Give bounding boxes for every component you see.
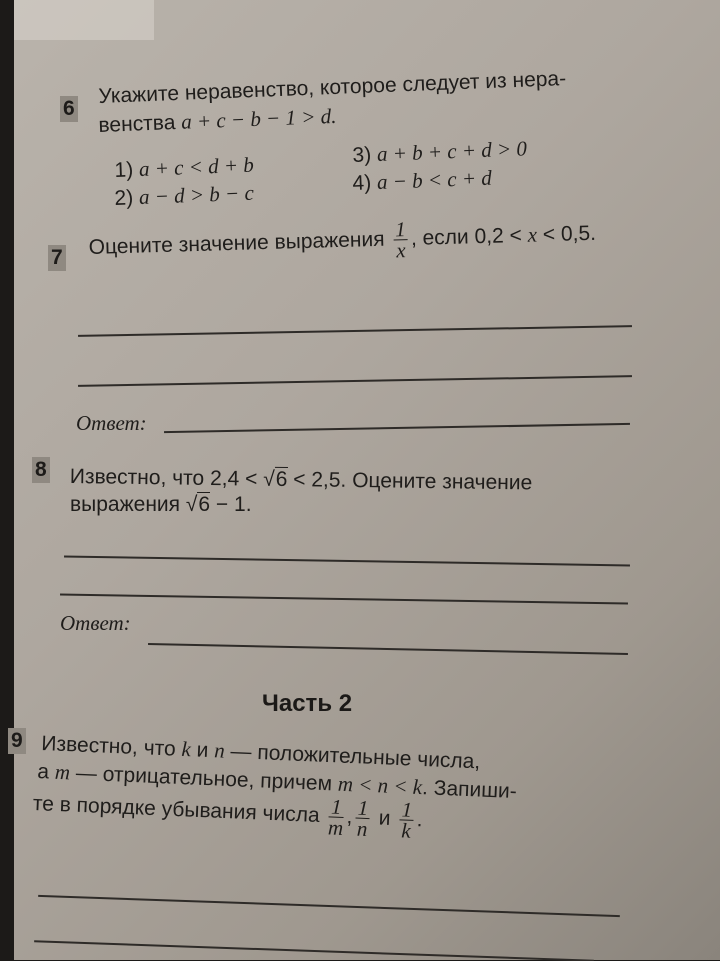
inequality-expression: a + c − b − 1 > d. bbox=[180, 103, 337, 134]
task-text-line: выражения √6 − 1. bbox=[70, 493, 252, 516]
option-2: 2) a − d > b − c bbox=[114, 180, 255, 210]
sqrt-symbol: √ bbox=[185, 493, 198, 516]
task-text-line: Известно, что k и n — положительные числа, bbox=[40, 731, 481, 774]
fraction-1-over-k: $\frac{1}{k}$ bbox=[400, 797, 413, 843]
workbook-page bbox=[11, 0, 720, 960]
task-number: 6 bbox=[60, 96, 78, 122]
fraction-1-over-x: $\frac{1}{x}$ bbox=[394, 217, 406, 263]
task-text-line: Оцените значение выражения $\frac{1}{x}$ , если 0,2 < x < 0,5. bbox=[88, 217, 597, 263]
answer-line bbox=[60, 594, 628, 604]
sqrt-symbol: √ bbox=[263, 467, 275, 491]
option-1: 1) a + c < d + b bbox=[114, 152, 255, 182]
fraction-1-over-m: $\frac{1}{m}$ bbox=[327, 794, 344, 840]
task-number: 9 bbox=[8, 728, 26, 754]
task-text-line: Известно, что 2,4 < √6 < 2,5. Оцените значение bbox=[69, 464, 533, 495]
answer-line bbox=[78, 325, 632, 336]
answer-field-line[interactable] bbox=[164, 423, 630, 433]
task-number: 7 bbox=[48, 245, 66, 271]
task-text-line: а m — отрицательное, причем m < n < k. Запиши- bbox=[36, 759, 518, 804]
option-3: 3) a + b + c + d > 0 bbox=[352, 136, 528, 167]
part-2-heading: Часть 2 bbox=[262, 690, 353, 717]
task-number: 8 bbox=[32, 457, 50, 483]
answer-line bbox=[78, 375, 632, 386]
answer-line bbox=[38, 895, 620, 917]
task-text-line: те в порядке убывания числа $\frac{1}{m}$ , $\frac{1}{n}$ и $\frac{1}{k}$ . bbox=[32, 791, 424, 843]
fraction-1-over-n: $\frac{1}{n}$ bbox=[356, 795, 369, 841]
answer-field-line[interactable] bbox=[148, 643, 628, 655]
task-text-line: Укажите неравенство, которое следует из нера- bbox=[98, 67, 567, 108]
option-4: 4) a − b < c + d bbox=[352, 165, 493, 195]
answer-line bbox=[34, 940, 594, 961]
answer-label: Ответ: bbox=[60, 611, 131, 635]
task-text-line: венства a + c − b − 1 > d. bbox=[98, 103, 337, 137]
answer-label: Ответ: bbox=[76, 411, 147, 435]
answer-line bbox=[64, 556, 630, 566]
